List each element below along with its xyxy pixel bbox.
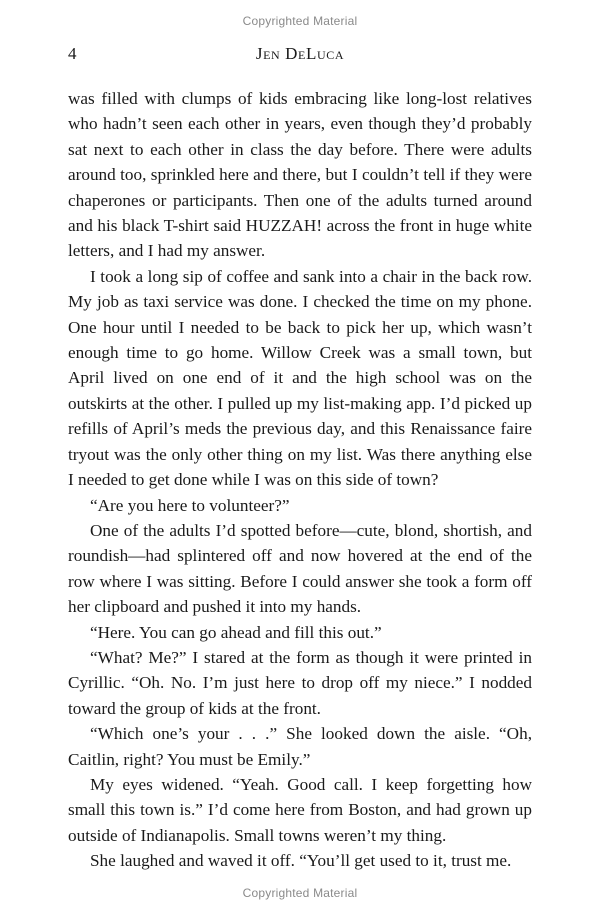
paragraph: “Here. You can go ahead and fill this out.” <box>90 622 382 642</box>
paragraph: I took a long sip of coffee and sank into a chair in the back row. My job as taxi service was done. I checked the time on my phone. One hour until I needed to be back to pick her up, which wasn’t enough time to go home. Willow Creek was a small town, but April lived on one end of it and the high school was on the outskirts at the other. I pulled up my list-making app. I’d picked up refills of April’s meds the previous day, and this Renaissance faire tryout was the only other thing on my list. Was there anything else I needed to get done while I was on this side of town? <box>68 266 532 490</box>
paragraph: “Are you here to volunteer?” <box>90 495 290 515</box>
author-name: Jen DeLuca <box>255 44 345 63</box>
paragraph: was filled with clumps of kids embracing like long-lost relatives who hadn’t seen each other in years, even though they’d probably sat next to each other in class the day before. There were adults around too, sprinkled here and there, but I couldn’t tell if they were chaperones or participants. Then one of the adults turned around and his black T-shirt said HUZZAH! across the front in huge white letters, and I had my answer. <box>68 89 532 261</box>
page-number: 4 <box>68 44 77 63</box>
copyright-watermark-bottom: Copyrighted Material <box>242 886 358 900</box>
paragraph: “What? Me?” I stared at the form as though it were printed in Cyrillic. “Oh. No. I’m just here to drop off my niece.” I nodded toward the group of kids at the front. <box>68 647 532 718</box>
paragraph: One of the adults I’d spotted before—cute, blond, shortish, and roundish—had splintered off and now hovered at the end of the row where I was sitting. Before I could answer she took a form off her clipboard and pushed it into my hands. <box>68 520 532 617</box>
paragraph: My eyes widened. “Yeah. Good call. I keep forgetting how small this town is.” I’d come here from Boston, and had grown up outside of Indianapolis. Small towns weren’t my thing. <box>68 774 532 845</box>
paragraph: “Which one’s your . . .” She looked down the aisle. “Oh, Caitlin, right? You must be Emily.” <box>68 724 532 769</box>
body-text <box>68 86 532 874</box>
paragraph: She laughed and waved it off. “You’ll get used to it, trust me. <box>90 851 512 871</box>
running-head <box>68 44 532 68</box>
copyright-watermark-top: Copyrighted Material <box>242 14 358 28</box>
